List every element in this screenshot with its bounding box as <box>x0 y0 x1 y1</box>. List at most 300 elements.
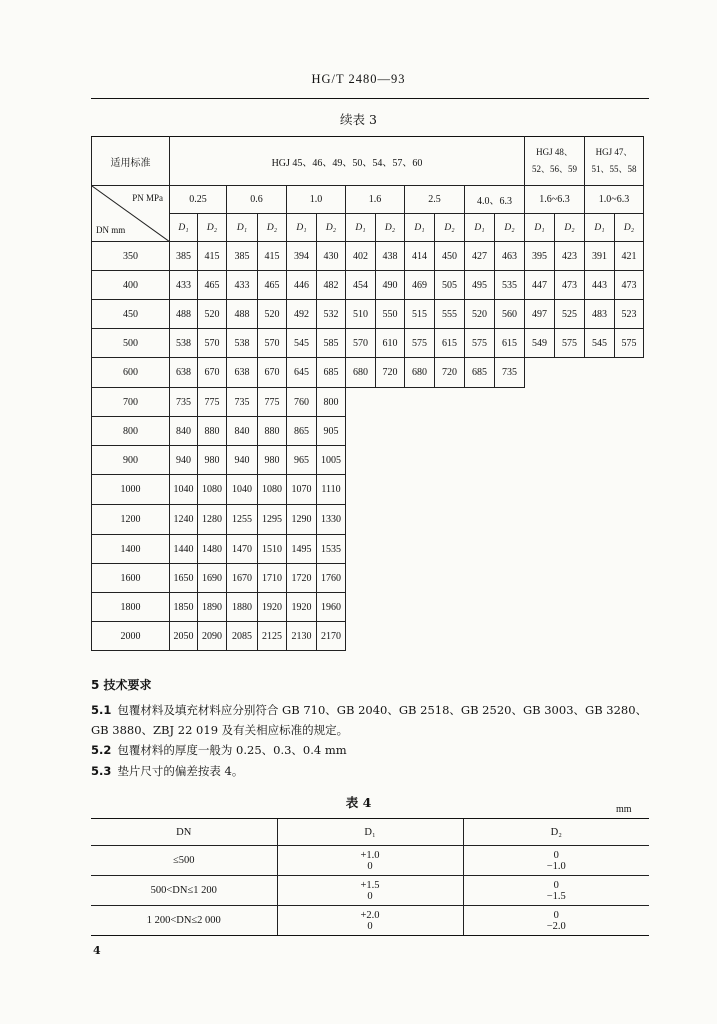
value-cell: 1710 <box>258 564 287 593</box>
subheader-d2: D₂ <box>198 214 227 242</box>
empty-cell <box>435 535 465 564</box>
t4-d2: 0 −2.0 <box>463 906 649 936</box>
value-cell: 492 <box>287 300 317 329</box>
empty-cell <box>376 535 405 564</box>
empty-cell <box>435 417 465 446</box>
value-cell: 965 <box>287 446 317 475</box>
value-cell: 421 <box>615 242 644 271</box>
subheader-d2: D₂ <box>258 214 287 242</box>
value-cell: 423 <box>555 242 585 271</box>
value-cell: 1070 <box>287 475 317 505</box>
value-cell: 680 <box>346 358 376 388</box>
value-cell: 735 <box>227 388 258 417</box>
empty-cell <box>405 564 435 593</box>
value-cell: 2125 <box>258 622 287 651</box>
value-cell: 454 <box>346 271 376 300</box>
value-cell: 525 <box>555 300 585 329</box>
std-main: HGJ 45、46、49、50、54、57、60 <box>170 137 525 186</box>
value-cell: 1890 <box>198 593 227 622</box>
dn-label: DN mm <box>96 225 126 235</box>
t4-d1: +2.0 0 <box>277 906 463 936</box>
empty-cell <box>495 446 525 475</box>
empty-cell <box>615 358 644 388</box>
empty-cell <box>585 564 615 593</box>
table-row <box>92 417 644 446</box>
value-cell: 391 <box>585 242 615 271</box>
empty-cell <box>555 622 585 651</box>
value-cell: 447 <box>525 271 555 300</box>
value-cell: 638 <box>227 358 258 388</box>
value-cell: 385 <box>227 242 258 271</box>
value-cell: 395 <box>525 242 555 271</box>
empty-cell <box>555 417 585 446</box>
value-cell: 520 <box>465 300 495 329</box>
value-cell: 415 <box>258 242 287 271</box>
value-cell: 497 <box>525 300 555 329</box>
value-cell: 735 <box>170 388 198 417</box>
empty-cell <box>525 388 555 417</box>
value-cell: 414 <box>405 242 435 271</box>
empty-cell <box>525 622 555 651</box>
empty-cell <box>435 622 465 651</box>
value-cell: 473 <box>555 271 585 300</box>
value-cell: 880 <box>258 417 287 446</box>
empty-cell <box>525 417 555 446</box>
empty-cell <box>405 475 435 505</box>
value-cell: 638 <box>170 358 198 388</box>
empty-cell <box>346 622 376 651</box>
value-cell: 463 <box>495 242 525 271</box>
paragraph-5-2: 5.2 包覆材料的厚度一般为 0.25、0.3、0.4 mm <box>91 743 347 757</box>
empty-cell <box>585 535 615 564</box>
empty-cell <box>615 417 644 446</box>
table-row <box>92 475 644 505</box>
empty-cell <box>346 535 376 564</box>
value-cell: 2090 <box>198 622 227 651</box>
pn-value: 1.0~6.3 <box>585 186 644 214</box>
empty-cell <box>495 593 525 622</box>
value-cell: 775 <box>198 388 227 417</box>
table-4 <box>91 818 649 936</box>
empty-cell <box>465 388 495 417</box>
std-label: 适用标准 <box>92 137 170 186</box>
empty-cell <box>585 417 615 446</box>
empty-cell <box>585 358 615 388</box>
empty-cell <box>615 593 644 622</box>
value-cell: 570 <box>346 329 376 358</box>
pn-dn-corner <box>92 186 170 242</box>
value-cell: 980 <box>198 446 227 475</box>
value-cell: 394 <box>287 242 317 271</box>
value-cell: 443 <box>585 271 615 300</box>
subheader-d1: D₁ <box>227 214 258 242</box>
value-cell: 2085 <box>227 622 258 651</box>
subheader-d1: D₁ <box>405 214 435 242</box>
subheader-d1: D₁ <box>170 214 198 242</box>
empty-cell <box>346 475 376 505</box>
empty-cell <box>615 388 644 417</box>
table-row <box>92 622 644 651</box>
empty-cell <box>465 505 495 535</box>
dn-cell: 400 <box>92 271 170 300</box>
empty-cell <box>525 358 555 388</box>
dn-cell: 450 <box>92 300 170 329</box>
empty-cell <box>525 505 555 535</box>
value-cell: 1670 <box>227 564 258 593</box>
value-cell: 427 <box>465 242 495 271</box>
paragraph-5-1: 5.1 包覆材料及填充材料应分别符合 GB 710、GB 2040、GB 2518、GB 2520、GB 3003、GB 3280、GB 3880、ZBJ 22 019 及有关相应标准的规定。 <box>91 703 648 737</box>
value-cell: 520 <box>198 300 227 329</box>
page-number: 4 <box>93 944 101 957</box>
value-cell: 482 <box>317 271 346 300</box>
table-row <box>92 535 644 564</box>
value-cell: 465 <box>198 271 227 300</box>
table3-caption: 续表 3 <box>340 112 377 127</box>
value-cell: 490 <box>376 271 405 300</box>
empty-cell <box>495 388 525 417</box>
value-cell: 545 <box>287 329 317 358</box>
value-cell: 1080 <box>258 475 287 505</box>
t4-d2: 0 −1.5 <box>463 876 649 906</box>
pn-value: 1.6 <box>346 186 405 214</box>
value-cell: 645 <box>287 358 317 388</box>
value-cell: 483 <box>585 300 615 329</box>
empty-cell <box>585 388 615 417</box>
value-cell: 510 <box>346 300 376 329</box>
empty-cell <box>376 388 405 417</box>
value-cell: 865 <box>287 417 317 446</box>
value-cell: 535 <box>495 271 525 300</box>
pn-value: 1.0 <box>287 186 346 214</box>
empty-cell <box>376 446 405 475</box>
value-cell: 1040 <box>170 475 198 505</box>
value-cell: 430 <box>317 242 346 271</box>
value-cell: 940 <box>227 446 258 475</box>
value-cell: 1690 <box>198 564 227 593</box>
empty-cell <box>495 622 525 651</box>
pn-value: 4.0、6.3 <box>465 186 525 214</box>
empty-cell <box>465 475 495 505</box>
subheader-d2: D₂ <box>495 214 525 242</box>
pn-value: 0.6 <box>227 186 287 214</box>
table-row <box>92 505 644 535</box>
value-cell: 720 <box>376 358 405 388</box>
value-cell: 495 <box>465 271 495 300</box>
document-header: HG/T 2480—93 <box>311 72 406 86</box>
value-cell: 1280 <box>198 505 227 535</box>
value-cell: 980 <box>258 446 287 475</box>
paragraph-5-3: 5.3 垫片尺寸的偏差按表 4。 <box>91 764 244 778</box>
empty-cell <box>435 388 465 417</box>
value-cell: 1880 <box>227 593 258 622</box>
dn-cell: 1400 <box>92 535 170 564</box>
subheader-row <box>92 214 644 242</box>
value-cell: 1330 <box>317 505 346 535</box>
empty-cell <box>346 505 376 535</box>
dn-cell: 1200 <box>92 505 170 535</box>
empty-cell <box>525 446 555 475</box>
value-cell: 685 <box>317 358 346 388</box>
empty-cell <box>465 564 495 593</box>
value-cell: 1535 <box>317 535 346 564</box>
table-row <box>92 329 644 358</box>
empty-cell <box>615 475 644 505</box>
value-cell: 575 <box>465 329 495 358</box>
value-cell: 538 <box>170 329 198 358</box>
value-cell: 1255 <box>227 505 258 535</box>
value-cell: 545 <box>585 329 615 358</box>
value-cell: 1720 <box>287 564 317 593</box>
t4-d1: +1.5 0 <box>277 876 463 906</box>
empty-cell <box>465 535 495 564</box>
table-row <box>92 388 644 417</box>
value-cell: 488 <box>227 300 258 329</box>
value-cell: 1920 <box>287 593 317 622</box>
empty-cell <box>405 505 435 535</box>
empty-cell <box>585 622 615 651</box>
empty-cell <box>346 564 376 593</box>
dn-cell: 2000 <box>92 622 170 651</box>
value-cell: 585 <box>317 329 346 358</box>
table4-unit: mm <box>616 804 632 815</box>
dn-cell: 800 <box>92 417 170 446</box>
empty-cell <box>555 535 585 564</box>
value-cell: 570 <box>258 329 287 358</box>
value-cell: 555 <box>435 300 465 329</box>
value-cell: 840 <box>170 417 198 446</box>
value-cell: 1290 <box>287 505 317 535</box>
value-cell: 550 <box>376 300 405 329</box>
dn-cell: 500 <box>92 329 170 358</box>
value-cell: 2050 <box>170 622 198 651</box>
pn-value: 0.25 <box>170 186 227 214</box>
table-row <box>92 593 644 622</box>
std-col-a: HGJ 48、 52、56、59 <box>525 137 585 186</box>
value-cell: 1920 <box>258 593 287 622</box>
value-cell: 385 <box>170 242 198 271</box>
t4-d2: 0 −1.0 <box>463 846 649 876</box>
subheader-d1: D₁ <box>585 214 615 242</box>
section-5-title: 5 技术要求 <box>91 678 152 692</box>
empty-cell <box>555 446 585 475</box>
table-row <box>92 242 644 271</box>
value-cell: 760 <box>287 388 317 417</box>
value-cell: 1440 <box>170 535 198 564</box>
empty-cell <box>465 417 495 446</box>
pn-label: PN MPa <box>132 193 163 203</box>
t4-header-d2: D₂ <box>463 819 649 846</box>
value-cell: 2170 <box>317 622 346 651</box>
pn-value: 1.6~6.3 <box>525 186 585 214</box>
value-cell: 1040 <box>227 475 258 505</box>
empty-cell <box>435 593 465 622</box>
value-cell: 1495 <box>287 535 317 564</box>
table-row <box>92 564 644 593</box>
value-cell: 1480 <box>198 535 227 564</box>
empty-cell <box>525 475 555 505</box>
value-cell: 840 <box>227 417 258 446</box>
empty-cell <box>615 446 644 475</box>
empty-cell <box>435 505 465 535</box>
value-cell: 880 <box>198 417 227 446</box>
header-rule <box>91 98 649 99</box>
empty-cell <box>495 564 525 593</box>
value-cell: 685 <box>465 358 495 388</box>
value-cell: 415 <box>198 242 227 271</box>
empty-cell <box>555 505 585 535</box>
empty-cell <box>465 593 495 622</box>
value-cell: 515 <box>405 300 435 329</box>
t4-d1: +1.0 0 <box>277 846 463 876</box>
t4-dn: ≤500 <box>91 846 277 876</box>
value-cell: 520 <box>258 300 287 329</box>
value-cell: 1005 <box>317 446 346 475</box>
empty-cell <box>376 505 405 535</box>
value-cell: 438 <box>376 242 405 271</box>
t4-header-d1: D₁ <box>277 819 463 846</box>
empty-cell <box>376 475 405 505</box>
empty-cell <box>405 622 435 651</box>
empty-cell <box>376 417 405 446</box>
value-cell: 549 <box>525 329 555 358</box>
empty-cell <box>525 564 555 593</box>
empty-cell <box>435 475 465 505</box>
value-cell: 450 <box>435 242 465 271</box>
empty-cell <box>346 446 376 475</box>
empty-cell <box>615 564 644 593</box>
empty-cell <box>405 593 435 622</box>
empty-cell <box>376 593 405 622</box>
value-cell: 575 <box>405 329 435 358</box>
value-cell: 610 <box>376 329 405 358</box>
value-cell: 800 <box>317 388 346 417</box>
value-cell: 1080 <box>198 475 227 505</box>
value-cell: 446 <box>287 271 317 300</box>
value-cell: 575 <box>555 329 585 358</box>
dn-cell: 700 <box>92 388 170 417</box>
empty-cell <box>615 535 644 564</box>
value-cell: 735 <box>495 358 525 388</box>
value-cell: 1850 <box>170 593 198 622</box>
empty-cell <box>585 475 615 505</box>
value-cell: 1650 <box>170 564 198 593</box>
value-cell: 570 <box>198 329 227 358</box>
empty-cell <box>405 535 435 564</box>
value-cell: 433 <box>227 271 258 300</box>
empty-cell <box>495 535 525 564</box>
table4-caption: 表 4 <box>345 795 372 810</box>
value-cell: 940 <box>170 446 198 475</box>
subheader-d1: D₁ <box>525 214 555 242</box>
value-cell: 1760 <box>317 564 346 593</box>
t4-header-dn: DN <box>91 819 277 846</box>
value-cell: 1110 <box>317 475 346 505</box>
value-cell: 615 <box>495 329 525 358</box>
empty-cell <box>525 593 555 622</box>
value-cell: 1470 <box>227 535 258 564</box>
value-cell: 473 <box>615 271 644 300</box>
empty-cell <box>435 446 465 475</box>
subheader-d2: D₂ <box>317 214 346 242</box>
empty-cell <box>615 505 644 535</box>
empty-cell <box>555 358 585 388</box>
empty-cell <box>555 564 585 593</box>
dn-cell: 350 <box>92 242 170 271</box>
empty-cell <box>435 564 465 593</box>
value-cell: 670 <box>258 358 287 388</box>
empty-cell <box>615 622 644 651</box>
table-row <box>92 358 644 388</box>
empty-cell <box>555 388 585 417</box>
value-cell: 670 <box>198 358 227 388</box>
subheader-d2: D₂ <box>615 214 644 242</box>
empty-cell <box>585 505 615 535</box>
value-cell: 532 <box>317 300 346 329</box>
value-cell: 720 <box>435 358 465 388</box>
empty-cell <box>585 446 615 475</box>
table-row <box>92 271 644 300</box>
value-cell: 1510 <box>258 535 287 564</box>
empty-cell <box>405 388 435 417</box>
std-col-b: HGJ 47、 51、55、58 <box>585 137 644 186</box>
value-cell: 1295 <box>258 505 287 535</box>
subheader-d1: D₁ <box>287 214 317 242</box>
t4-dn: 1 200<DN≤2 000 <box>91 906 277 936</box>
empty-cell <box>495 417 525 446</box>
empty-cell <box>585 593 615 622</box>
table-row <box>92 300 644 329</box>
empty-cell <box>346 593 376 622</box>
empty-cell <box>555 593 585 622</box>
empty-cell <box>495 505 525 535</box>
value-cell: 469 <box>405 271 435 300</box>
dn-cell: 1000 <box>92 475 170 505</box>
t4-dn: 500<DN≤1 200 <box>91 876 277 906</box>
pn-value: 2.5 <box>405 186 465 214</box>
value-cell: 2130 <box>287 622 317 651</box>
value-cell: 538 <box>227 329 258 358</box>
empty-cell <box>495 475 525 505</box>
value-cell: 905 <box>317 417 346 446</box>
dn-cell: 600 <box>92 358 170 388</box>
value-cell: 575 <box>615 329 644 358</box>
empty-cell <box>376 622 405 651</box>
empty-cell <box>525 535 555 564</box>
table-3 <box>91 136 644 651</box>
value-cell: 433 <box>170 271 198 300</box>
empty-cell <box>346 388 376 417</box>
dn-cell: 900 <box>92 446 170 475</box>
empty-cell <box>555 475 585 505</box>
value-cell: 488 <box>170 300 198 329</box>
empty-cell <box>465 446 495 475</box>
value-cell: 680 <box>405 358 435 388</box>
empty-cell <box>405 446 435 475</box>
value-cell: 775 <box>258 388 287 417</box>
empty-cell <box>465 622 495 651</box>
value-cell: 1960 <box>317 593 346 622</box>
value-cell: 523 <box>615 300 644 329</box>
dn-cell: 1800 <box>92 593 170 622</box>
subheader-d1: D₁ <box>346 214 376 242</box>
dn-cell: 1600 <box>92 564 170 593</box>
value-cell: 560 <box>495 300 525 329</box>
value-cell: 465 <box>258 271 287 300</box>
subheader-d2: D₂ <box>555 214 585 242</box>
value-cell: 402 <box>346 242 376 271</box>
subheader-d2: D₂ <box>376 214 405 242</box>
empty-cell <box>376 564 405 593</box>
